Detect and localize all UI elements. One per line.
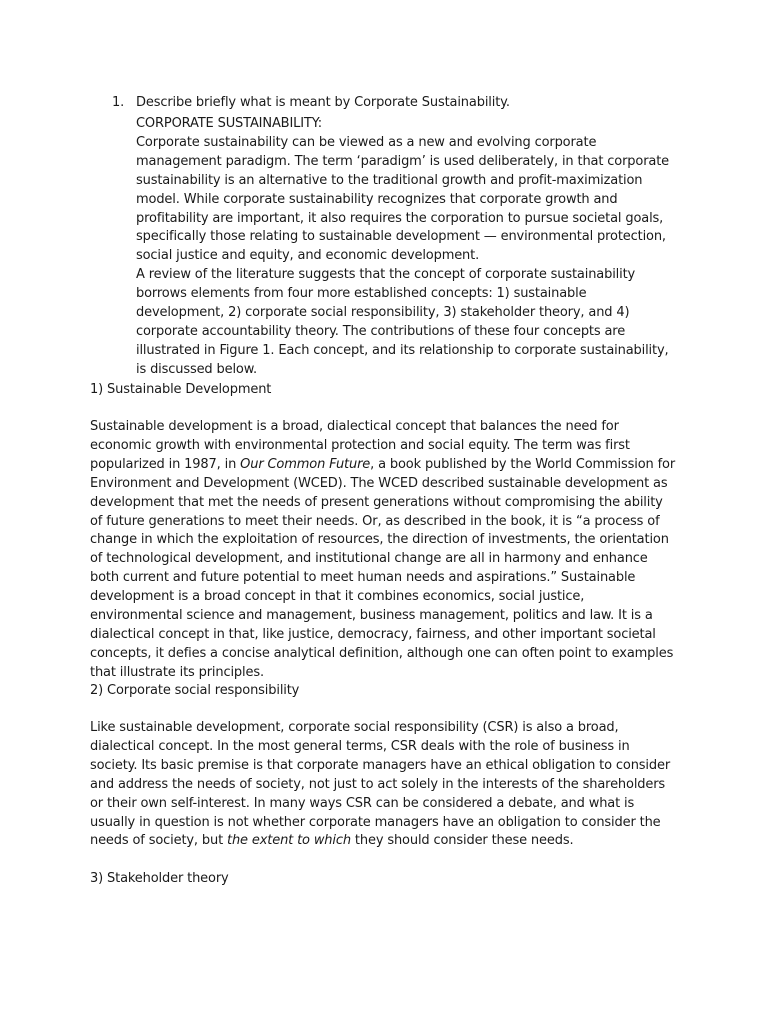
answer-paragraph-2: A review of the literature suggests that the concept of corporate sustainability borrows elements from four more established concepts: 1) sustainable development, 2) corporate social responsibility, 3) stakeholder theory, and 4) corporate accountability theory. The contributions of these four concepts are illustrated in Figure 1. Each concept, and its relationship to corporate sustainability, is discussed below. xyxy=(136,267,669,377)
question-text: Describe briefly what is meant by Corporate Sustainability. xyxy=(136,95,510,110)
section-heading-stakeholder-theory: 3) Stakeholder theory xyxy=(90,871,229,886)
body-text: Like sustainable development, corporate social responsibility (CSR) is also a broad, dialectical concept. In the most general terms, CSR deals with the role of business in society. Its basic premise is that corporate managers have an ethical obligation to consider and address the needs of society, not just to act solely in the interests of the shareholders or their own self-interest. In many ways CSR can be considered a debate, and what is usually in question is not whether corporate managers have an obligation to consider the needs of society, but xyxy=(90,720,671,849)
book-title: Our Common Future xyxy=(240,456,371,472)
section-heading-csr: 2) Corporate social responsibility xyxy=(90,683,300,698)
question-number: 1. xyxy=(112,95,125,110)
body-text: they should consider these needs. xyxy=(350,833,574,849)
section-body-csr xyxy=(90,719,676,851)
section-body-sustainable-development xyxy=(90,418,676,683)
body-text: Sustainable development is a broad, dialectical concept that balances the need for economic growth with environmental protection and social equity. The term was first popularized in 1987, in xyxy=(90,419,630,472)
body-text: , a book published by the World Commission for Environment and Development (WCED). The WCED described sustainable development as development that met the needs of present generations without compromising the ability of future generations to meet their needs. Or, as described in the book, it is “a process of change in which the exploitation of resources, the direction of investments, the orientation of technological development, and institutional change are all in harmony and enhance both current and future potential to meet human needs and aspirations.” Sustainable development is a broad concept in that it combines economics, social justice, environmental science and management, business management, politics and law. It is a dialectical concept in that, like justice, democracy, fairness, and other important societal concepts, it defies a concise analytical definition, although one can often point to examples that illustrate its principles. xyxy=(90,456,676,680)
emphasis-text: the extent to which xyxy=(227,833,351,849)
answer-heading: CORPORATE SUSTAINABILITY: xyxy=(136,116,323,131)
section-heading-sustainable-development: 1) Sustainable Development xyxy=(90,382,272,397)
answer-paragraph-1: Corporate sustainability can be viewed as a new and evolving corporate management paradigm. The term ‘paradigm’ is used deliberately, in that corporate sustainability is an alternative to the traditional growth and profit-maximization model. While corporate sustainability recognizes that corporate growth and profitability are important, it also requires the corporation to pursue societal goals, specifically those relating to sustainable development — environmental protection, social justice and equity, and economic development. xyxy=(136,134,669,264)
answer-block xyxy=(136,115,676,380)
